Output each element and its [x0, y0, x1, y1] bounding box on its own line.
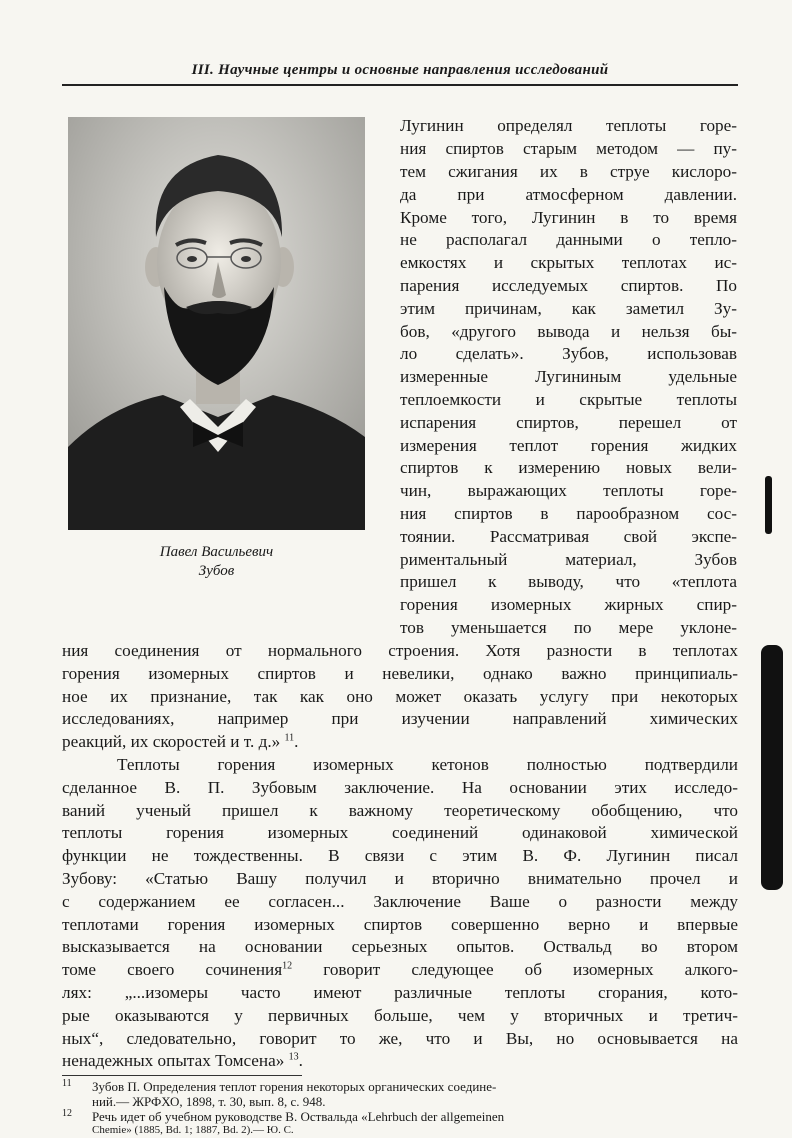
text-line: ло сделать». Зубов, использовав	[400, 344, 737, 363]
text-line: ное их признание, так как оно может оказать услугу при некоторых	[62, 687, 738, 706]
text-line: измерения теплот горения жидких	[400, 436, 737, 455]
text-line: функции не тождественны. В связи с этим В. Ф. Лугинин писал	[62, 846, 738, 865]
text-fragment: реакций, их скоростей и т. д.»	[62, 732, 281, 751]
text-fragment: ненадежных опытах Томсена»	[62, 1051, 285, 1070]
running-head: III. Научные центры и основные направления исследований	[191, 62, 609, 78]
footnote-text: Зубов П. Определения теплот горения некоторых органических соедине-	[92, 1079, 497, 1094]
caption-line-2: Зубов	[198, 563, 235, 579]
text-line: этим причинам, как заметил Зу-	[400, 299, 737, 318]
text-line: риментальный материал, Зубов	[400, 550, 737, 569]
text-line: ния соединения от нормального строения. Хотя разности в теплотах	[62, 641, 738, 660]
text-line: сделанное В. П. Зубовым заключение. На основании этих исследо-	[62, 778, 738, 797]
text-fragment: говорит следующее об изомерных алкого-	[323, 960, 739, 979]
text-line: да при атмосферном давлении.	[400, 185, 737, 204]
text-line: бов, «другого вывода и нельзя бы-	[400, 322, 737, 341]
text-line: пришел к выводу, что «теплота	[400, 572, 737, 591]
ink-blot	[761, 645, 783, 890]
text-line: Кроме того, Лугинин в то время	[400, 208, 737, 227]
text-line: с содержанием ее согласен... Заключение Ваше о разности между	[62, 892, 738, 911]
text-line: исследованиях, например при изучении направлений химических	[62, 709, 738, 728]
caption-line-1: Павел Васильевич	[159, 544, 274, 560]
text-line-with-note	[62, 1050, 738, 1072]
portrait-illustration	[68, 117, 365, 530]
footnote-text: Речь идет об учебном руководстве В. Оствальда «Lehrbuch der allgemeinen	[92, 1109, 505, 1124]
footnote-text: ний.— ЖРФХО, 1898, т. 30, вып. 8, с. 948.	[92, 1094, 326, 1109]
footnote-ref: 13	[288, 1051, 299, 1063]
footnote-mark: 11	[62, 1078, 72, 1089]
footnote-rule	[62, 1075, 302, 1076]
text-line: ния спиртов старым методом — пу-	[400, 139, 737, 158]
text-line-with-note	[62, 959, 738, 981]
text-line: емкостях и скрытых теплотах ис-	[400, 253, 737, 272]
footnote-continuation	[62, 1124, 738, 1138]
text-line: Лугинин определял теплоты горе-	[400, 116, 737, 135]
footnote-text: Chemie» (1885, Bd. 1; 1887, Bd. 2).— Ю. С.	[92, 1124, 294, 1136]
text-line: испарения спиртов, перешел от	[400, 413, 737, 432]
text-line: спиртов к измерению новых вели-	[400, 458, 737, 477]
footnote-ref: 12	[282, 960, 293, 972]
text-line: высказывается на основании серьезных опытов. Оствальд во втором	[62, 937, 738, 956]
text-line: ваний ученый пришел к важному теоретическому обобщению, что	[62, 801, 738, 820]
footnote-mark: 12	[62, 1108, 72, 1119]
footnote-11	[62, 1079, 738, 1109]
text-fragment: .	[298, 1051, 303, 1070]
text-line: теплоемкости и скрытые теплоты	[400, 390, 737, 409]
ink-mark	[765, 476, 772, 534]
text-line: ных“, следовательно, говорит то же, что и Вы, но основывается на	[62, 1029, 738, 1048]
text-line: чин, выражающих теплоты горе-	[400, 481, 737, 500]
text-line: Теплоты горения изомерных кетонов полностью подтвердили	[117, 755, 738, 774]
footnote-ref: 11	[284, 732, 295, 744]
text-line-with-note: реакций, их скоростей и т. д.» $^{11}$.	[62, 732, 299, 751]
text-line: лях: „...изомеры часто имеют различные теплоты сгорания, кото-	[62, 983, 738, 1002]
portrait-caption	[68, 543, 365, 581]
header-rule	[62, 84, 738, 86]
text-line: не располагал данными о тепло-	[400, 230, 737, 249]
text-line: Зубову: «Статью Вашу получил и вторично внимательно прочел и	[62, 869, 738, 888]
text-line: тоянии. Рассматривая свой экспе-	[400, 527, 737, 546]
text-line: горения изомерных жирных спир-	[400, 595, 737, 614]
footnote-12-text	[62, 1109, 738, 1124]
text-line: тов уменьшается по мере уклоне-	[400, 618, 737, 637]
text-fragment: томе своего сочинения	[62, 960, 283, 979]
portrait-photo	[68, 117, 365, 530]
text-line: тем сжигания их в струе кислоро-	[400, 162, 737, 181]
text-line: рые оказываются у первичных больше, чем у вторичных и третич-	[62, 1006, 738, 1025]
text-line: теплоты горения изомерных соединений одинаковой химической	[62, 823, 738, 842]
text-line: теплотами горения изомерных спиртов совершенно верно и впервые	[62, 915, 738, 934]
text-line: ния спиртов в парообразном сос-	[400, 504, 737, 523]
text-line: горения изомерных спиртов и невелики, однако важно принципиаль-	[62, 664, 738, 683]
text-line: парения исследуемых спиртов. По	[400, 276, 737, 295]
text-line: измеренные Лугининым удельные	[400, 367, 737, 386]
